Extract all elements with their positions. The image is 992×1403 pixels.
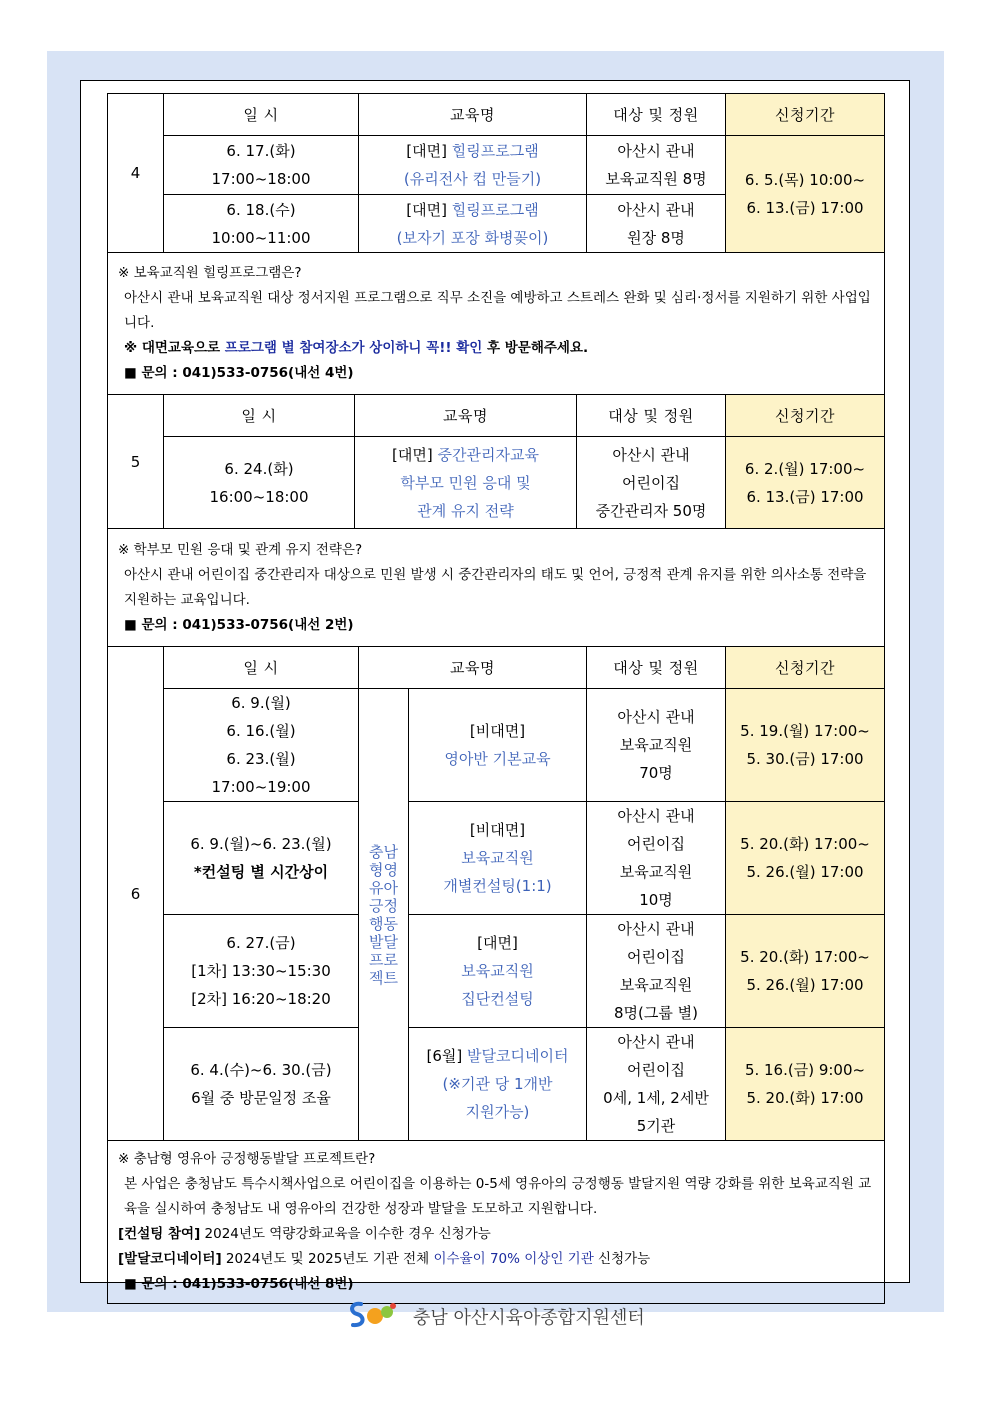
target-cell: 아산시 관내 어린이집 보육교직원 8명(그룹 별) <box>587 915 726 1028</box>
apply-period-cell: 6. 2.(월) 17:00~ 6. 13.(금) 17:00 <box>726 437 885 529</box>
date-cell: 6. 9.(월) 6. 16.(월) 6. 23.(월) 17:00~19:00 <box>164 689 359 802</box>
course-cell: [6월] 발달코디네이터 (※기관 당 1개반 지원가능) <box>409 1028 587 1141</box>
section-number: 4 <box>108 94 164 253</box>
header-target: 대상 및 정원 <box>587 94 726 136</box>
section-4-note: ※ 보육교직원 힐링프로그램은? 아산시 관내 보육교직원 대상 정서지원 프로그램으로 직무 소진을 예방하고 스트레스 완화 및 심리·정서를 지원하기 위한 사업입니다. ※ 대면교육으로 프로그램 별 참여장소가 상이하니 꼭!! 확인 후 방문해주세요. ■ 문의 : 041)533-0756(내선 4번) <box>108 253 885 395</box>
target-cell: 아산시 관내 원장 8명 <box>587 195 726 253</box>
target-cell: 아산시 관내 보육교직원 8명 <box>587 136 726 195</box>
apply-period-cell: 5. 20.(화) 17:00~ 5. 26.(월) 17:00 <box>726 802 885 915</box>
apply-period-cell: 5. 16.(금) 9:00~ 5. 20.(화) 17:00 <box>726 1028 885 1141</box>
course-cell: [비대면] 보육교직원 개별컨설팅(1:1) <box>409 802 587 915</box>
date-cell: 6. 27.(금) [1차] 13:30~15:30 [2차] 16:20~18:20 <box>164 915 359 1028</box>
footer <box>0 1298 992 1335</box>
header-target: 대상 및 정원 <box>577 395 726 437</box>
project-name-vertical: 충남형영유아긍정행동발달프로젝트 <box>359 689 409 1141</box>
course-cell: [대면] 힐링프로그램 (보자기 포장 화병꽂이) <box>359 195 587 253</box>
course-cell: [비대면] 영아반 기본교육 <box>409 689 587 802</box>
course-cell: [대면] 중간관리자교육 학부모 민원 응대 및 관계 유지 전략 <box>355 437 577 529</box>
date-cell: 6. 24.(화) 16:00~18:00 <box>164 437 355 529</box>
date-cell: 6. 17.(화) 17:00~18:00 <box>164 136 359 195</box>
apply-period-cell: 5. 19.(월) 17:00~ 5. 30.(금) 17:00 <box>726 689 885 802</box>
header-course: 교육명 <box>359 647 587 689</box>
section-4-table <box>107 93 885 395</box>
section-5-table <box>107 394 885 647</box>
date-cell: 6. 18.(수) 10:00~11:00 <box>164 195 359 253</box>
header-course: 교육명 <box>359 94 587 136</box>
date-cell: 6. 9.(월)~6. 23.(월) *컨설팅 별 시간상이 <box>164 802 359 915</box>
header-date: 일 시 <box>164 94 359 136</box>
header-target: 대상 및 정원 <box>587 647 726 689</box>
apply-period-cell: 5. 20.(화) 17:00~ 5. 26.(월) 17:00 <box>726 915 885 1028</box>
target-cell: 아산시 관내 어린이집 보육교직원 10명 <box>587 802 726 915</box>
section-5-note: ※ 학부모 민원 응대 및 관계 유지 전략은? 아산시 관내 어린이집 중간관리자 대상으로 민원 발생 시 중간관리자의 태도 및 언어, 긍정적 관계 유지를 위한 의사소통 전략을 지원하는 교육입니다. ■ 문의 : 041)533-0756(내선 2번) <box>108 529 885 647</box>
header-date: 일 시 <box>164 395 355 437</box>
section-number: 6 <box>108 647 164 1141</box>
target-cell: 아산시 관내 어린이집 중간관리자 50명 <box>577 437 726 529</box>
apply-period-cell: 6. 5.(목) 10:00~ 6. 13.(금) 17:00 <box>726 136 885 253</box>
organization-name: 충남 아산시육아종합지원센터 <box>412 1307 645 1329</box>
header-date: 일 시 <box>164 647 359 689</box>
header-apply: 신청기간 <box>726 647 885 689</box>
section-number: 5 <box>108 395 164 529</box>
course-cell: [대면] 힐링프로그램 (유리전사 컵 만들기) <box>359 136 587 195</box>
section-6-table <box>107 646 885 1304</box>
header-apply: 신청기간 <box>726 395 885 437</box>
organization-logo-icon <box>347 1298 401 1335</box>
target-cell: 아산시 관내 보육교직원 70명 <box>587 689 726 802</box>
course-cell: [대면] 보육교직원 집단컨설팅 <box>409 915 587 1028</box>
date-cell: 6. 4.(수)~6. 30.(금) 6월 중 방문일정 조율 <box>164 1028 359 1141</box>
header-course: 교육명 <box>355 395 577 437</box>
target-cell: 아산시 관내 어린이집 0세, 1세, 2세반 5기관 <box>587 1028 726 1141</box>
section-6-note: ※ 충남형 영유아 긍정행동발달 프로젝트란? 본 사업은 충청남도 특수시책사업으로 어린이집을 이용하는 0-5세 영유아의 긍정행동 발달지원 역량 강화를 위한 보육교직원 교육을 실시하여 충청남도 내 영유아의 건강한 성장과 발달을 도모하고 지원합니다. [컨설팅 참여] 2024년도 역량강화교육을 이수한 경우 신청가능 [발달코디네이터] 2024년도 및 2025년도 기관 전체 이수율이 70% 이상인 기관 신청가능 ■ 문의 : 041)533-0756(내선 8번) <box>108 1141 885 1304</box>
header-apply: 신청기간 <box>726 94 885 136</box>
